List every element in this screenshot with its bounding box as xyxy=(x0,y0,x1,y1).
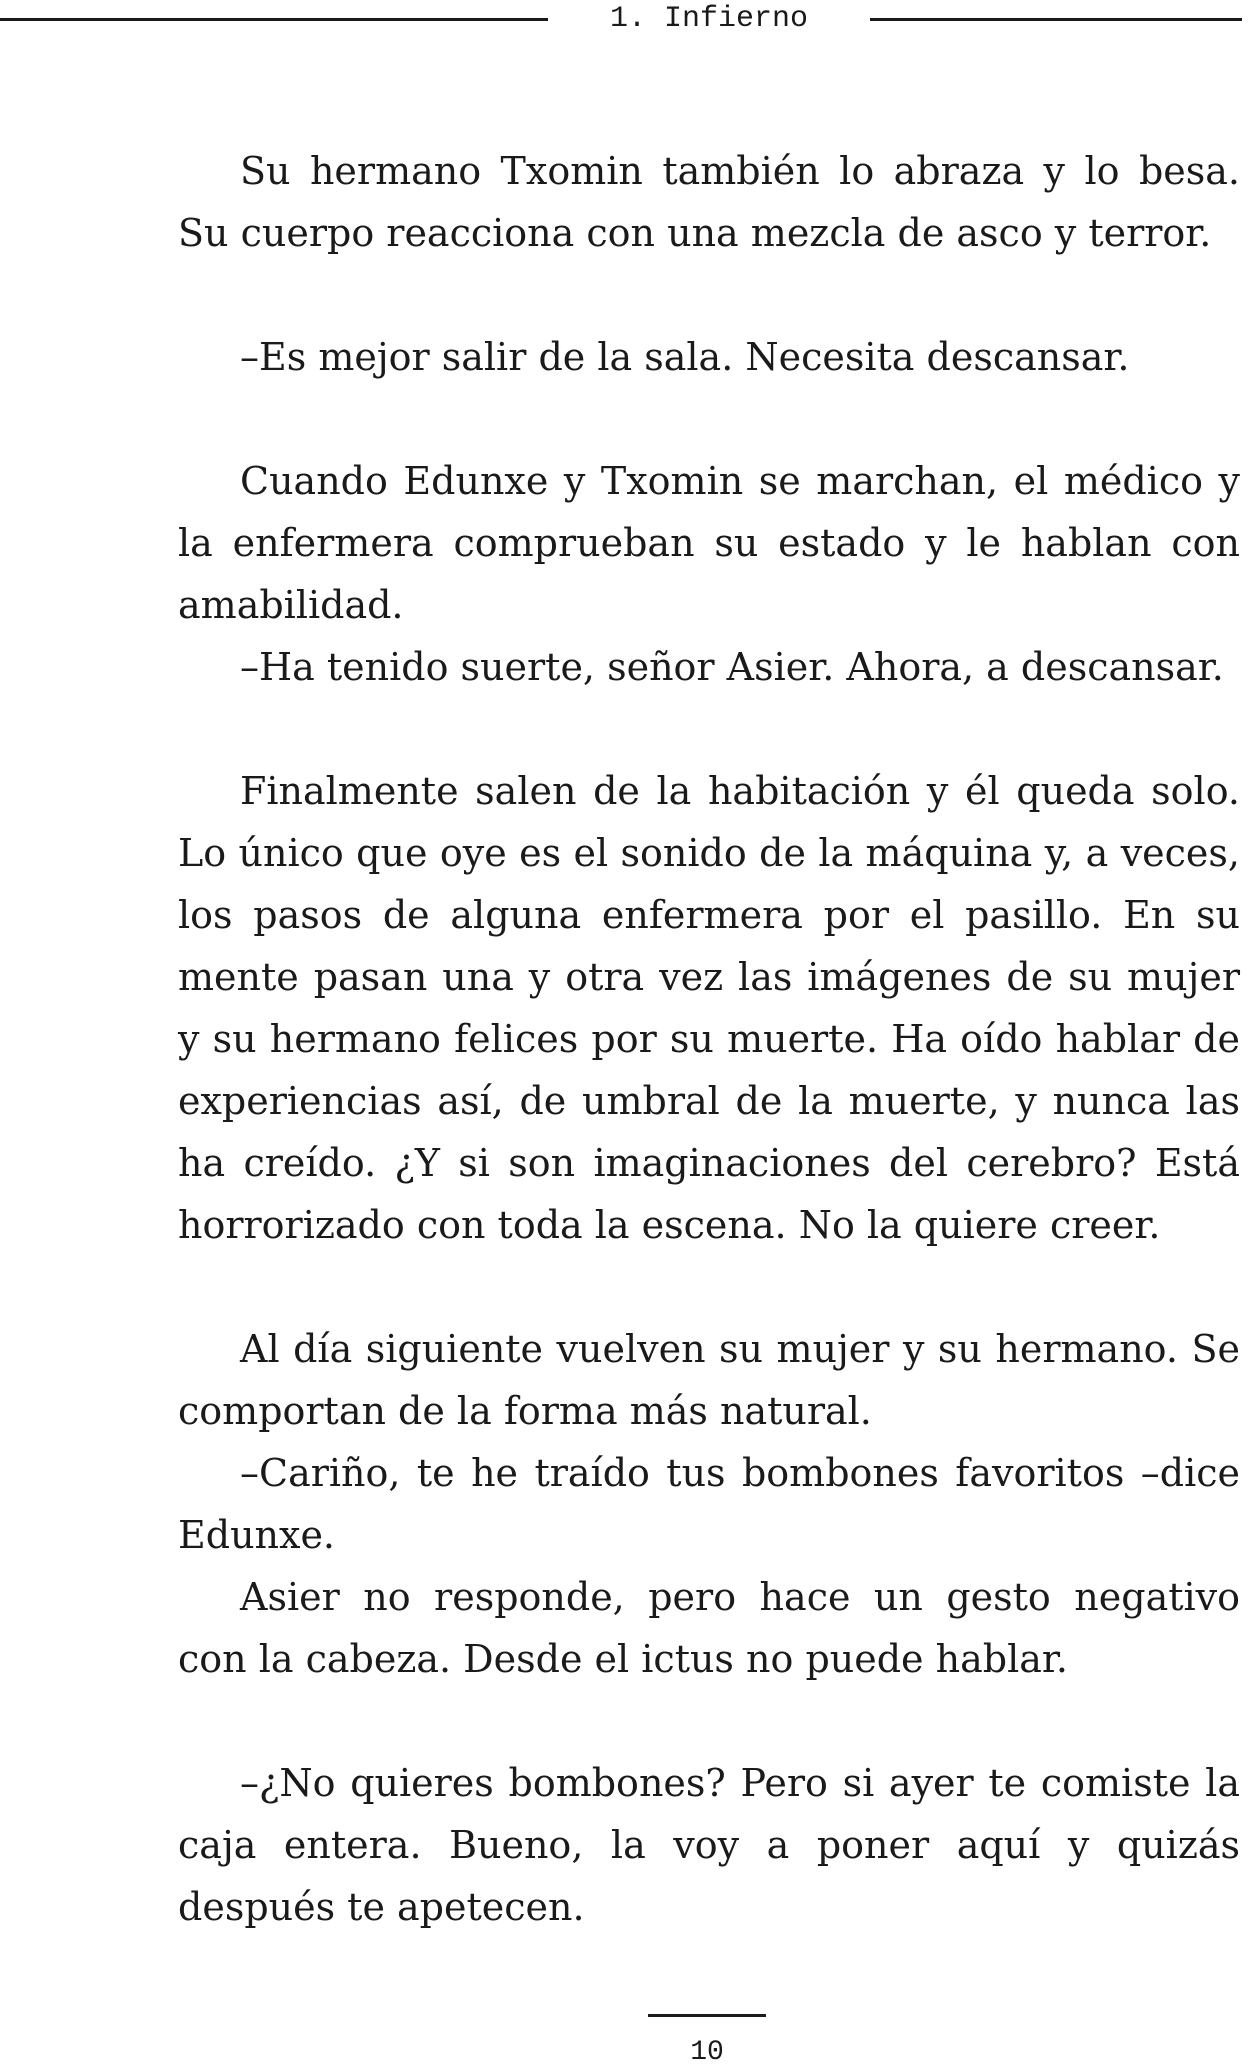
dialogue-line: –Cariño, te he traído tus bombones favoritos –dice Edunxe. xyxy=(178,1451,1240,1557)
running-header xyxy=(0,0,1248,40)
dialogue-line: –Es mejor salir de la sala. Necesita descansar. xyxy=(240,335,1130,379)
footer-rule xyxy=(648,2014,766,2017)
paragraph: Al día siguiente vuelven su mujer y su hermano. Se comportan de la forma más natural. xyxy=(178,1327,1240,1433)
paragraph: Cuando Edunxe y Txomin se marchan, el médico y la enfermera comprueban su estado y le hablan con amabilidad. xyxy=(178,459,1240,627)
dialogue-line: –¿No quieres bombones? Pero si ayer te comiste la caja entera. Bueno, la voy a poner aquí y quizás después te apetecen. xyxy=(178,1761,1240,1929)
paragraph: Asier no responde, pero hace un gesto negativo con la cabeza. Desde el ictus no puede hablar. xyxy=(178,1575,1240,1681)
page-body xyxy=(178,140,1240,1938)
dialogue-line: –Ha tenido suerte, señor Asier. Ahora, a descansar. xyxy=(240,645,1224,689)
page-number: 10 xyxy=(690,2037,724,2068)
header-rule-left xyxy=(0,18,548,21)
header-rule-right xyxy=(870,18,1242,21)
paragraph: Su hermano Txomin también lo abraza y lo besa. Su cuerpo reacciona con una mezcla de asco y terror. xyxy=(178,149,1240,255)
chapter-title: 1. Infierno xyxy=(609,2,809,36)
paragraph: Finalmente salen de la habitación y él queda solo. Lo único que oye es el sonido de la máquina y, a veces, los pasos de alguna enfermera por el pasillo. En su mente pasan una y otra vez las imágenes de su mujer y su hermano felices por su muerte. Ha oído hablar de experiencias así, de umbral de la muerte, y nunca las ha creído. ¿Y si son imaginaciones del cerebro? Está horrorizado con toda la escena. No la quiere creer. xyxy=(178,769,1240,1247)
